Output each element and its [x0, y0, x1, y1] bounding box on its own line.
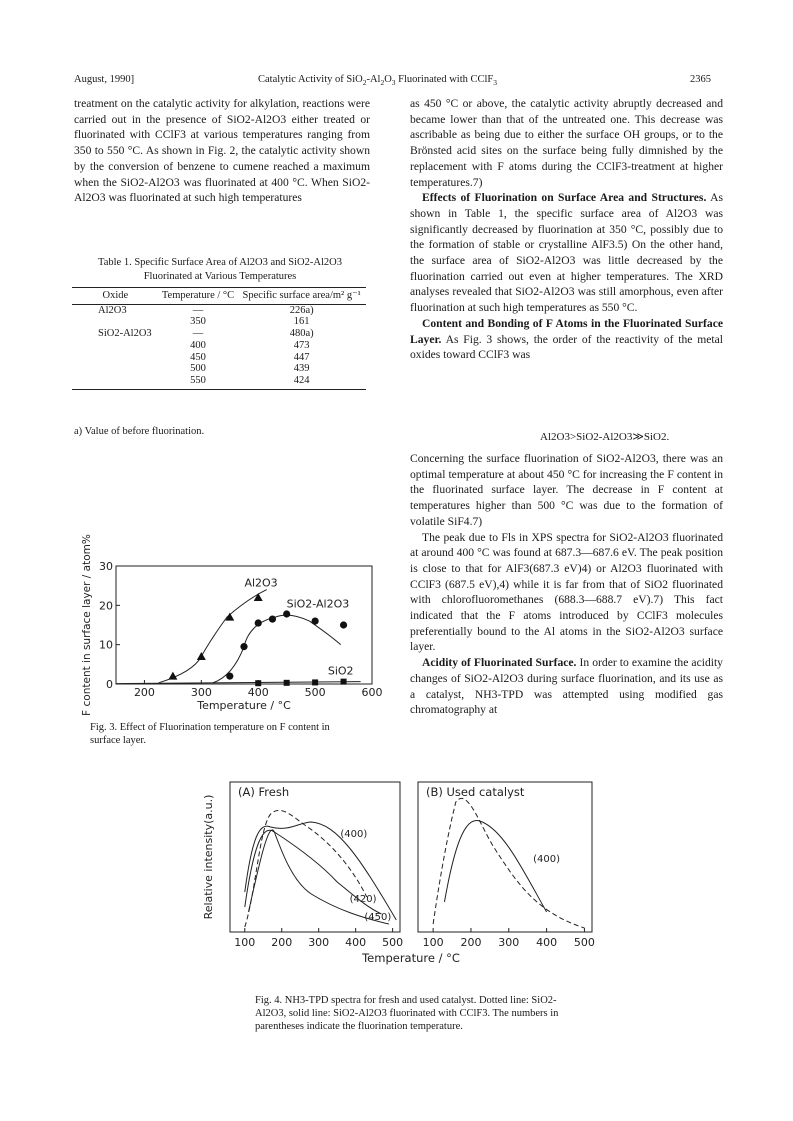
- sio2-al2o3-point: [312, 617, 319, 624]
- x-tick-label: 600: [361, 686, 383, 699]
- cell: 550: [159, 375, 238, 389]
- x-axis-label: Temperature / °C: [197, 699, 291, 712]
- fig3-chart: [70, 534, 383, 716]
- sio2-point: [255, 680, 261, 686]
- cell: [72, 375, 159, 389]
- cell: SiO2-Al2O3: [98, 328, 152, 340]
- cell: 350: [190, 316, 206, 328]
- x-tick-label: 200: [460, 936, 482, 949]
- label-400: (400): [340, 829, 368, 840]
- left-column-text: [74, 96, 370, 206]
- table-row: [72, 352, 366, 364]
- cell: 424: [237, 375, 366, 389]
- sio2-al2o3-point: [283, 610, 290, 617]
- sio2-al2o3-point: [240, 643, 247, 650]
- right-column-text-2: [410, 451, 723, 718]
- cell: —: [192, 328, 204, 340]
- sio2-al2o3-point: [226, 673, 233, 680]
- paragraph-r1: as 450 °C or above, the catalytic activity abruptly decreased and became lower than that of the untreated one. This decrease was ascribable as being due to either the surface OH groups, or to the Brönsted acid sites on the surface being fully dimnished by the replacement with F atoms during the CClF3-treatment at higher temperatures.7): [410, 97, 723, 189]
- panel-a-frame: [230, 782, 400, 932]
- cell: 447: [293, 351, 310, 363]
- table-row: [72, 340, 366, 352]
- fig4-chart: [190, 774, 610, 984]
- right-column-text: [410, 96, 723, 363]
- sio2-point: [312, 679, 318, 685]
- cell: 480a): [289, 328, 314, 340]
- used-400-curve: [444, 820, 546, 912]
- x-tick-label: 200: [133, 686, 155, 699]
- series-label-sio2-al2o3: SiO2-Al2O3: [286, 597, 350, 611]
- used-untreated-curve: [433, 798, 584, 928]
- paragraph-body: As shown in Table 1, the specific surface area of Al2O3 was significantly decreased by fluorination at 350 °C, possibly due to the formation of stable or crystalline AlF3.5) On the other hand, the surface area of SiO2-Al2O3 was little decreased by the fluorination carried out even at higher temperatures. The XRD analyses revealed that SiO2-Al2O3 was still amorphous, even after fluorination at such high temperatures as 550 °C.: [410, 191, 723, 315]
- y-axis-label: Relative intensity(a.u.): [202, 794, 215, 920]
- cell: [72, 352, 159, 364]
- table1-caption: Table 1. Specific Surface Area of Al2O3 and SiO2-Al2O3 Fluorinated at Various Temperatures: [98, 257, 342, 282]
- table1-footnote: a) Value of before fluorination.: [74, 426, 205, 437]
- cell: 473: [293, 339, 310, 351]
- paragraph-body: In order to examine the acidity changes of SiO2-Al2O3 during surface fluorination, and its use as a catalyst, NH3-TPD was attempted using modified gas chromatography at: [410, 656, 723, 717]
- al2o3-point: [225, 613, 234, 621]
- series-label-sio2: SiO2: [327, 664, 354, 678]
- sio2-point: [284, 680, 290, 686]
- sio2-point: [341, 679, 347, 685]
- y-tick-label: 0: [106, 678, 113, 691]
- x-tick-label: 300: [190, 686, 212, 699]
- x-tick-label: 500: [382, 936, 404, 949]
- sio2-al2o3-point: [340, 621, 347, 628]
- table1: [72, 287, 366, 390]
- table1-header-temperature: Temperature / °C: [159, 288, 238, 305]
- y-axis-label: F content in surface layer / atom%: [81, 534, 93, 716]
- table-row: [72, 328, 366, 340]
- x-tick-label: 400: [536, 936, 558, 949]
- label-450: (450): [364, 912, 392, 923]
- x-tick-label: 300: [308, 936, 330, 949]
- cell: Al2O3: [98, 304, 127, 316]
- x-tick-label: 300: [498, 936, 520, 949]
- al2o3-curve: [159, 590, 267, 683]
- table-row: [72, 304, 366, 316]
- table-row: [72, 375, 366, 389]
- header-page-number: 2365: [690, 74, 711, 85]
- table1-header-surface-area: Specific surface area/m² g⁻¹: [237, 288, 366, 305]
- cell: 450: [190, 351, 206, 363]
- label-420: (420): [349, 894, 377, 905]
- cell: 226a): [289, 304, 314, 316]
- header-title: Catalytic Activity of $SiO_2-Al_2O_3$ Fluorinated with CClF$_3$: [258, 74, 498, 88]
- x-tick-label: 500: [573, 936, 595, 949]
- fig3-caption: Fig. 3. Effect of Fluorination temperature on F content in surface layer.: [90, 722, 330, 746]
- x-tick-label: 400: [247, 686, 269, 699]
- section-heading: Acidity of Fluorinated Surface.: [422, 656, 577, 670]
- label-used-400: (400): [533, 854, 561, 865]
- cell: [72, 340, 159, 352]
- cell: 500: [190, 363, 206, 375]
- header-date: August, 1990]: [74, 74, 135, 85]
- sio2-al2o3-curve: [213, 615, 341, 683]
- paragraph-r6: [410, 655, 723, 718]
- y-tick-label: 30: [99, 560, 113, 573]
- cell: [72, 316, 159, 328]
- x-tick-label: 100: [234, 936, 256, 949]
- fig4-caption: Fig. 4. NH3-TPD spectra for fresh and used catalyst. Dotted line: SiO2-Al2O3, solid line: SiO2-Al2O3 fluorinated with CClF3. The numbers in parentheses indicate the fluorination temperature.: [255, 995, 559, 1032]
- fresh-untreated-curve: [245, 810, 367, 927]
- paragraph-1: treatment on the catalytic activity for alkylation, reactions were carried out in the presence of SiO2-Al2O3 either treated or fluorinated with CClF3 at various temperatures ranging from 350 to 550 °C. As shown in Fig. 2, the catalytic activity shown by the conversion of benzene to cumene reached a maximum when the SiO2-Al2O3 was fluorinated at 400 °C. When SiO2-Al2O3 was fluorinated at such high temperatures: [74, 97, 370, 205]
- al2o3-point: [168, 672, 177, 680]
- reactivity-order: Al2O3>SiO2-Al2O3≫SiO2.: [540, 431, 670, 443]
- paragraph-r3: [410, 316, 723, 363]
- table-row: [72, 363, 366, 375]
- al2o3-point: [197, 652, 206, 660]
- table1-header-oxide: Oxide: [72, 288, 159, 305]
- x-axis-label: Temperature / °C: [362, 951, 460, 965]
- x-tick-label: 400: [345, 936, 367, 949]
- x-tick-label: 500: [304, 686, 326, 699]
- cell: 400: [190, 339, 206, 351]
- x-tick-label: 100: [422, 936, 444, 949]
- cell: —: [192, 304, 204, 316]
- paragraph-r2: [410, 190, 723, 316]
- table-row: [72, 316, 366, 328]
- al2o3-point: [254, 593, 263, 601]
- paragraph-r5: The peak due to Fls in XPS spectra for SiO2-Al2O3 fluorinated at around 400 °C was found at 687.3—687.6 eV. The peak position is close to that for AlF3(687.3 eV)4) or Al2O3 fluorinated with CClF3 (687.5 eV),4) while it is far from that of SiO2 fluorinated with chlorofluoromethanes (688.3—688.7 eV).7) This fact indicated that the F atoms introduced by CClF3 molecules preferentially bound to the Al atoms in the SiO2-Al2O3 surface layer.: [410, 530, 723, 654]
- fresh-450-curve: [248, 830, 388, 924]
- cell: 161: [293, 316, 310, 328]
- sio2-curve: [116, 682, 361, 684]
- y-tick-label: 10: [99, 638, 113, 652]
- x-tick-label: 200: [271, 936, 293, 949]
- cell: 439: [293, 363, 310, 375]
- section-heading: Content and Bonding of F Atoms in the Fluorinated Surface Layer.: [410, 316, 723, 346]
- panel-a-title: (A) Fresh: [238, 785, 290, 799]
- section-heading: Effects of Fluorination on Surface Area and Structures.: [422, 191, 707, 205]
- panel-b-title: (B) Used catalyst: [426, 785, 525, 799]
- sio2-al2o3-point: [269, 616, 276, 623]
- sio2-al2o3-point: [255, 619, 262, 626]
- paragraph-r4: Concerning the surface fluorination of SiO2-Al2O3, there was an optimal temperature at about 450 °C for increasing the F content in the fluorinated surface layer. The decrease in F content at temperatures higher than 500 °C was due to the formation of volatile SiF4.7): [410, 452, 723, 528]
- series-label-al2o3: Al2O3: [244, 576, 278, 590]
- y-tick-label: 20: [99, 599, 113, 613]
- paragraph-body: As Fig. 3 shows, the order of the reactivity of the metal oxides toward CClF3 was: [410, 332, 723, 362]
- cell: [72, 363, 159, 375]
